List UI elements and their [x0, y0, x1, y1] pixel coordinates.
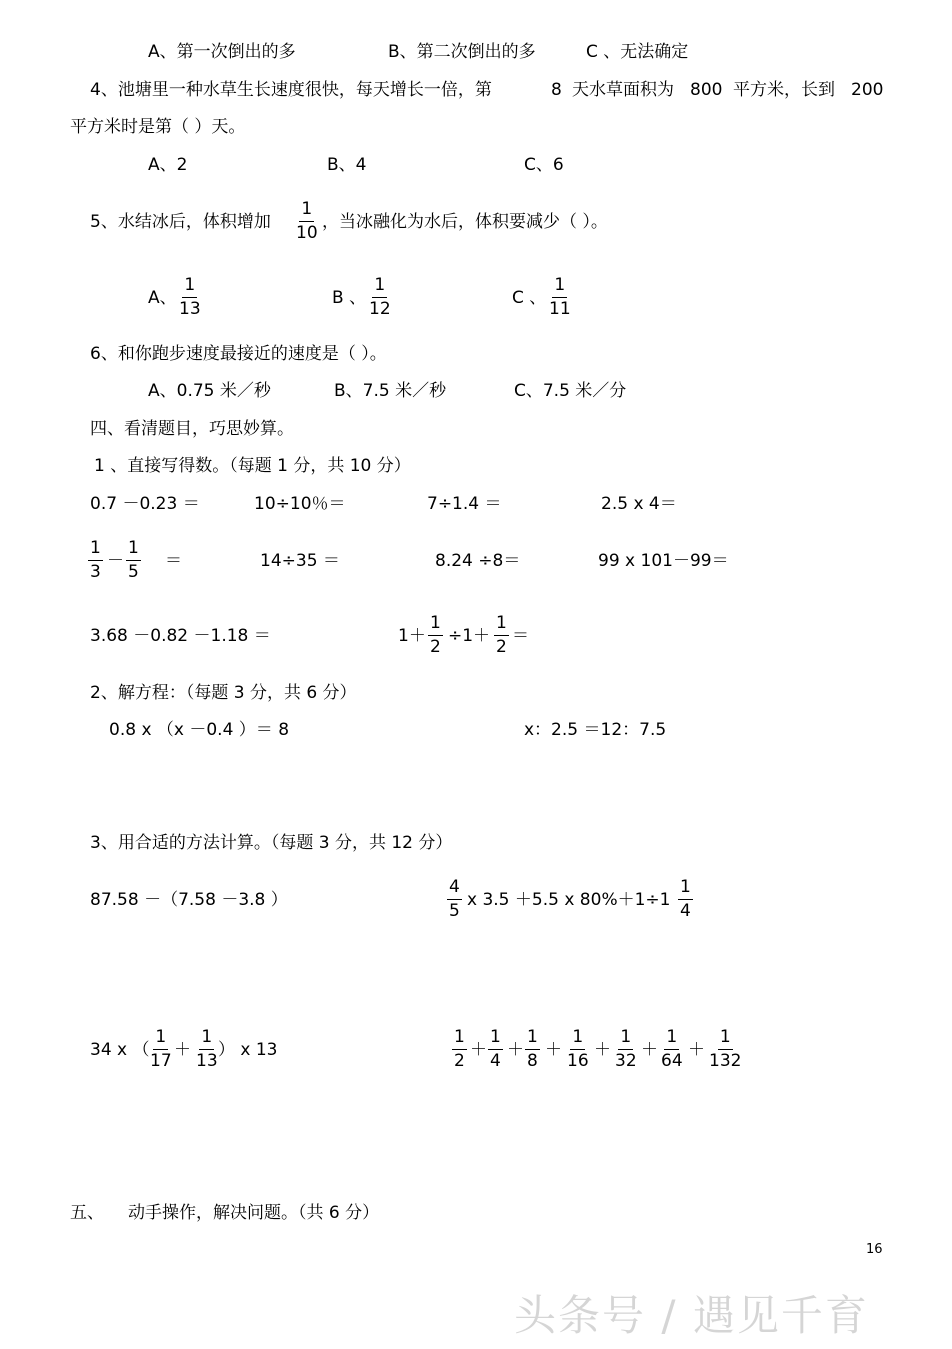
- calc-problem-2-fraction-1: [447, 879, 462, 920]
- calc-row2-b: 14÷35 ＝: [260, 551, 340, 571]
- denominator: 32: [615, 1051, 637, 1071]
- calc-problem-4-fraction: [565, 1029, 591, 1070]
- q3-option-a: A、第一次倒出的多: [148, 42, 296, 62]
- calc-problem-4-plus: ＋: [688, 1040, 705, 1060]
- denominator: 11: [549, 299, 571, 319]
- denominator: 12: [369, 299, 391, 319]
- denominator: 2: [454, 1051, 465, 1071]
- q4-num-area: 800: [690, 80, 723, 100]
- denominator: 2: [430, 637, 441, 657]
- calc-problem-4-plus: ＋: [507, 1040, 524, 1060]
- q6-option-a: A、0.75 米／秒: [148, 381, 271, 401]
- q4-text-part3: 平方米，长到: [733, 80, 835, 100]
- calc-row3-a: 3.68 －0.82 －1.18 ＝: [90, 626, 271, 646]
- section5-title: 动手操作，解决问题。（共 6 分）: [128, 1203, 380, 1223]
- calc-problem-4-fraction: [525, 1029, 540, 1070]
- calc-problem-4-plus: ＋: [641, 1040, 658, 1060]
- numerator: 1: [664, 1029, 679, 1050]
- calc-row2-fraction-2: [126, 540, 141, 581]
- calc-row2-equals: ＝: [165, 551, 182, 571]
- section5-label: 五、: [70, 1203, 104, 1223]
- q4-option-c: C、6: [524, 155, 564, 175]
- denominator: 5: [128, 562, 139, 582]
- q4-text-part2: 天水草面积为: [572, 80, 674, 100]
- watermark: 头条号 / 遇见千育: [514, 1291, 869, 1340]
- calc-problem-1: 87.58 －（7.58 －3.8 ）: [90, 890, 288, 910]
- equation-1: 0.8 x （x －0.4 ）＝ 8: [109, 720, 290, 740]
- denominator: 64: [661, 1051, 683, 1071]
- q6-text: 6、和你跑步速度最接近的速度是（ ）。: [90, 344, 387, 364]
- part3-title: 3、用合适的方法计算。（每题 3 分，共 12 分）: [90, 833, 453, 853]
- numerator: 1: [88, 540, 103, 561]
- calc-problem-2-fraction-2: [678, 879, 693, 920]
- denominator: 17: [150, 1051, 172, 1071]
- calc-row1-b: 10÷10％＝: [254, 494, 346, 514]
- calc-problem-3-prefix: 34 x （: [90, 1040, 150, 1060]
- calc-row1-d: 2.5 x 4＝: [601, 494, 677, 514]
- numerator: 1: [428, 615, 443, 636]
- numerator: 1: [488, 1029, 503, 1050]
- numerator: 1: [678, 879, 693, 900]
- q5-option-b-fraction: [367, 277, 393, 318]
- q5-fraction: [294, 201, 320, 242]
- q4-text-part1: 4、池塘里一种水草生长速度很快，每天增长一倍，第: [90, 80, 492, 100]
- numerator: 1: [718, 1029, 733, 1050]
- q3-option-c: C 、无法确定: [586, 42, 689, 62]
- q6-option-c: C、7.5 米／分: [514, 381, 627, 401]
- numerator: 1: [494, 615, 509, 636]
- calc-row1-c: 7÷1.4 ＝: [427, 494, 502, 514]
- calc-row3-b-middle: ÷1＋: [448, 626, 491, 646]
- denominator: 5: [449, 901, 460, 921]
- calc-row3-fraction-1: [428, 615, 443, 656]
- q5-text-after: ，当冰融化为水后，体积要减少（ ）。: [322, 212, 608, 232]
- q5-option-a-label: A、: [148, 288, 177, 308]
- numerator: 1: [452, 1029, 467, 1050]
- calc-row2-d: 99 x 101－99＝: [598, 551, 729, 571]
- denominator: 13: [179, 299, 201, 319]
- calc-row2-minus: －: [107, 551, 124, 571]
- q4-option-b: B、4: [327, 155, 367, 175]
- calc-row3-b-suffix: ＝: [512, 626, 529, 646]
- calc-problem-4-plus: ＋: [545, 1040, 562, 1060]
- calc-problem-4-fraction: [488, 1029, 503, 1070]
- page-number: 16: [866, 1242, 883, 1257]
- q5-text-before: 5、水结冰后，体积增加: [90, 212, 271, 232]
- q4-text-line2: 平方米时是第（ ）天。: [70, 117, 246, 137]
- calc-problem-4-plus: ＋: [594, 1040, 611, 1060]
- calc-row1-a: 0.7 －0.23 ＝: [90, 494, 200, 514]
- calc-problem-4-fraction: [707, 1029, 743, 1070]
- calc-problem-3-fraction-1: [148, 1029, 174, 1070]
- denominator: 16: [567, 1051, 589, 1071]
- calc-problem-3-plus: ＋: [174, 1040, 191, 1060]
- calc-row2-fraction-1: [88, 540, 103, 581]
- q5-fraction-numerator: 1: [299, 201, 314, 222]
- calc-problem-3-suffix: ） x 13: [218, 1040, 278, 1060]
- denominator: 4: [490, 1051, 501, 1071]
- calc-problem-3-fraction-2: [194, 1029, 220, 1070]
- numerator: 1: [153, 1029, 168, 1050]
- q5-option-c-label: C 、: [512, 288, 547, 308]
- q5-option-b-label: B 、: [332, 288, 367, 308]
- calc-problem-4-fraction: [452, 1029, 467, 1070]
- numerator: 1: [182, 277, 197, 298]
- calc-problem-4-plus: ＋: [470, 1040, 487, 1060]
- q5-fraction-denominator: 10: [296, 223, 318, 243]
- numerator: 1: [525, 1029, 540, 1050]
- denominator: 2: [496, 637, 507, 657]
- q4-option-a: A、2: [148, 155, 188, 175]
- section4-title: 四、看清题目，巧思妙算。: [90, 419, 294, 439]
- q3-option-b: B、第二次倒出的多: [388, 42, 536, 62]
- numerator: 1: [199, 1029, 214, 1050]
- q4-num-target: 200: [851, 80, 884, 100]
- calc-problem-4-fraction: [613, 1029, 639, 1070]
- numerator: 1: [126, 540, 141, 561]
- denominator: 8: [527, 1051, 538, 1071]
- calc-problem-4-fraction: [659, 1029, 685, 1070]
- equation-2: x：2.5 ＝12：7.5: [524, 720, 667, 740]
- q4-num-day: 8: [551, 80, 562, 100]
- denominator: 3: [90, 562, 101, 582]
- part1-title: 1 、直接写得数。（每题 1 分，共 10 分）: [94, 456, 411, 476]
- denominator: 13: [196, 1051, 218, 1071]
- denominator: 4: [680, 901, 691, 921]
- denominator: 132: [709, 1051, 742, 1071]
- numerator: 1: [552, 277, 567, 298]
- numerator: 1: [570, 1029, 585, 1050]
- q5-option-c-fraction: [547, 277, 573, 318]
- q6-option-b: B、7.5 米／秒: [334, 381, 447, 401]
- calc-row2-c: 8.24 ÷8＝: [435, 551, 521, 571]
- numerator: 1: [618, 1029, 633, 1050]
- calc-problem-2-expression: x 3.5 ＋5.5 x 80%＋1÷1: [467, 890, 671, 910]
- q5-option-a-fraction: [177, 277, 203, 318]
- calc-row3-b-prefix: 1＋: [398, 626, 426, 646]
- numerator: 4: [447, 879, 462, 900]
- part2-title: 2、解方程：（每题 3 分，共 6 分）: [90, 683, 357, 703]
- calc-row3-fraction-2: [494, 615, 509, 656]
- numerator: 1: [372, 277, 387, 298]
